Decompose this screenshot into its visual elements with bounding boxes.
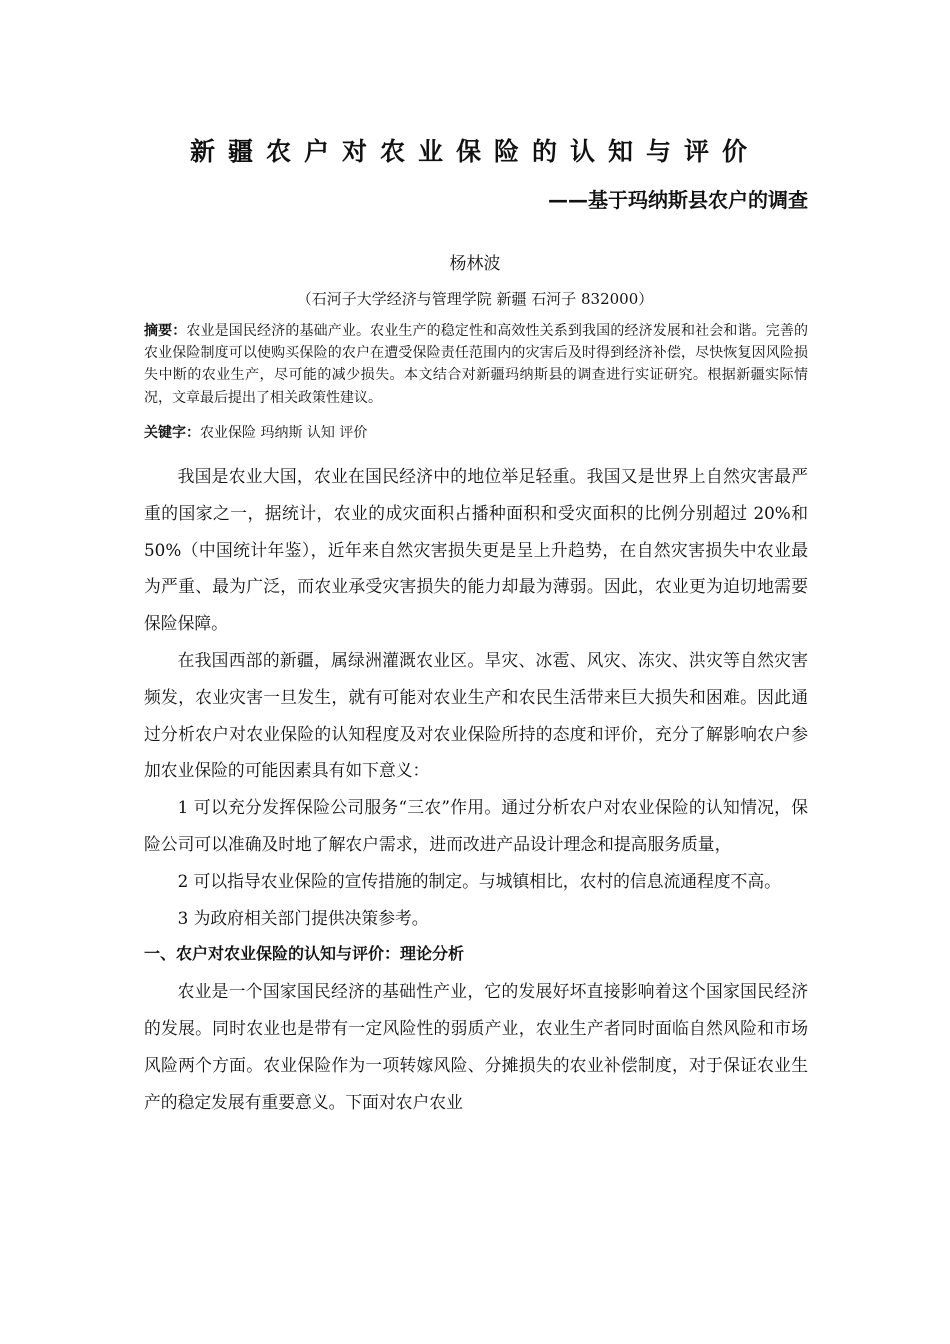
significance-item-2: 2 可以指导农业保险的宣传措施的制定。与城镇相比，农村的信息流通程度不高。 [177,870,781,891]
paper-subtitle: ——基于玛纳斯县农户的调查 [548,188,808,212]
body-text [144,458,808,1120]
intro-paragraph: 我国是农业大国，农业在国民经济中的地位举足轻重。我国又是世界上自然灾害最严重的国家之一，据统计，农业的成灾面积占播种面积和受灾面积的比例分别超过 20%和 50%（中国统计年鉴），近年来自然灾害损失更是呈上升趋势，在自然灾害损失中农业最为严重、最为广泛，而农业承受灾害损失的能力却最为薄弱。因此，农业更为迫切地需要保险保障。 [144,466,808,634]
author-name: 杨林波 [449,254,501,274]
author-affiliation: （石河子大学经济与管理学院 新疆 石河子 832000） [296,290,654,308]
paper-title: 新疆农户对农业保险的认知与评价 [189,137,760,166]
significance-item-3: 3 为政府相关部门提供决策参考。 [177,907,429,928]
section-heading: 一、农户对农业保险的认知与评价：理论分析 [144,944,465,964]
abstract-label: 摘要： [144,323,187,339]
keywords-text: 农业保险 玛纳斯 认知 评价 [200,425,368,441]
keywords [144,422,808,444]
section-paragraph: 农业是一个国家国民经济的基础性产业，它的发展好坏直接影响着这个国家国民经济的发展。同时农业也是带有一定风险性的弱质产业，农业生产者同时面临自然风险和市场风险两个方面。农业保险作为一项转嫁风险、分摊损失的农业补偿制度，对于保证农业生产的稳定发展有重要意义。下面对农户农业 [144,981,808,1112]
background-paragraph: 在我国西部的新疆，属绿洲灌溉农业区。旱灾、冰雹、风灾、冻灾、洪灾等自然灾害频发，农业灾害一旦发生，就有可能对农业生产和农民生活带来巨大损失和困难。因此通过分析农户对农业保险的认知程度及对农业保险所持的态度和评价，充分了解影响农户参加农业保险的可能因素具有如下意义： [144,649,808,781]
significance-item-1: 1 可以充分发挥保险公司服务“三农”作用。通过分析农户对农业保险的认知情况，保险公司可以准确及时地了解农户需求，进而改进产品设计理念和提高服务质量， [144,797,808,854]
abstract [144,320,808,409]
keywords-label: 关键字： [144,425,200,441]
abstract-text: 农业是国民经济的基础产业。农业生产的稳定性和高效性关系到我国的经济发展和社会和谐。完善的农业保险制度可以使购买保险的农户在遭受保险责任范围内的灾害后及时得到经济补偿，尽快恢复因风险损失中断的农业生产，尽可能的减少损失。本文结合对新疆玛纳斯县的调查进行实证研究。根据新疆实际情况，文章最后提出了相关政策性建议。 [144,323,809,406]
